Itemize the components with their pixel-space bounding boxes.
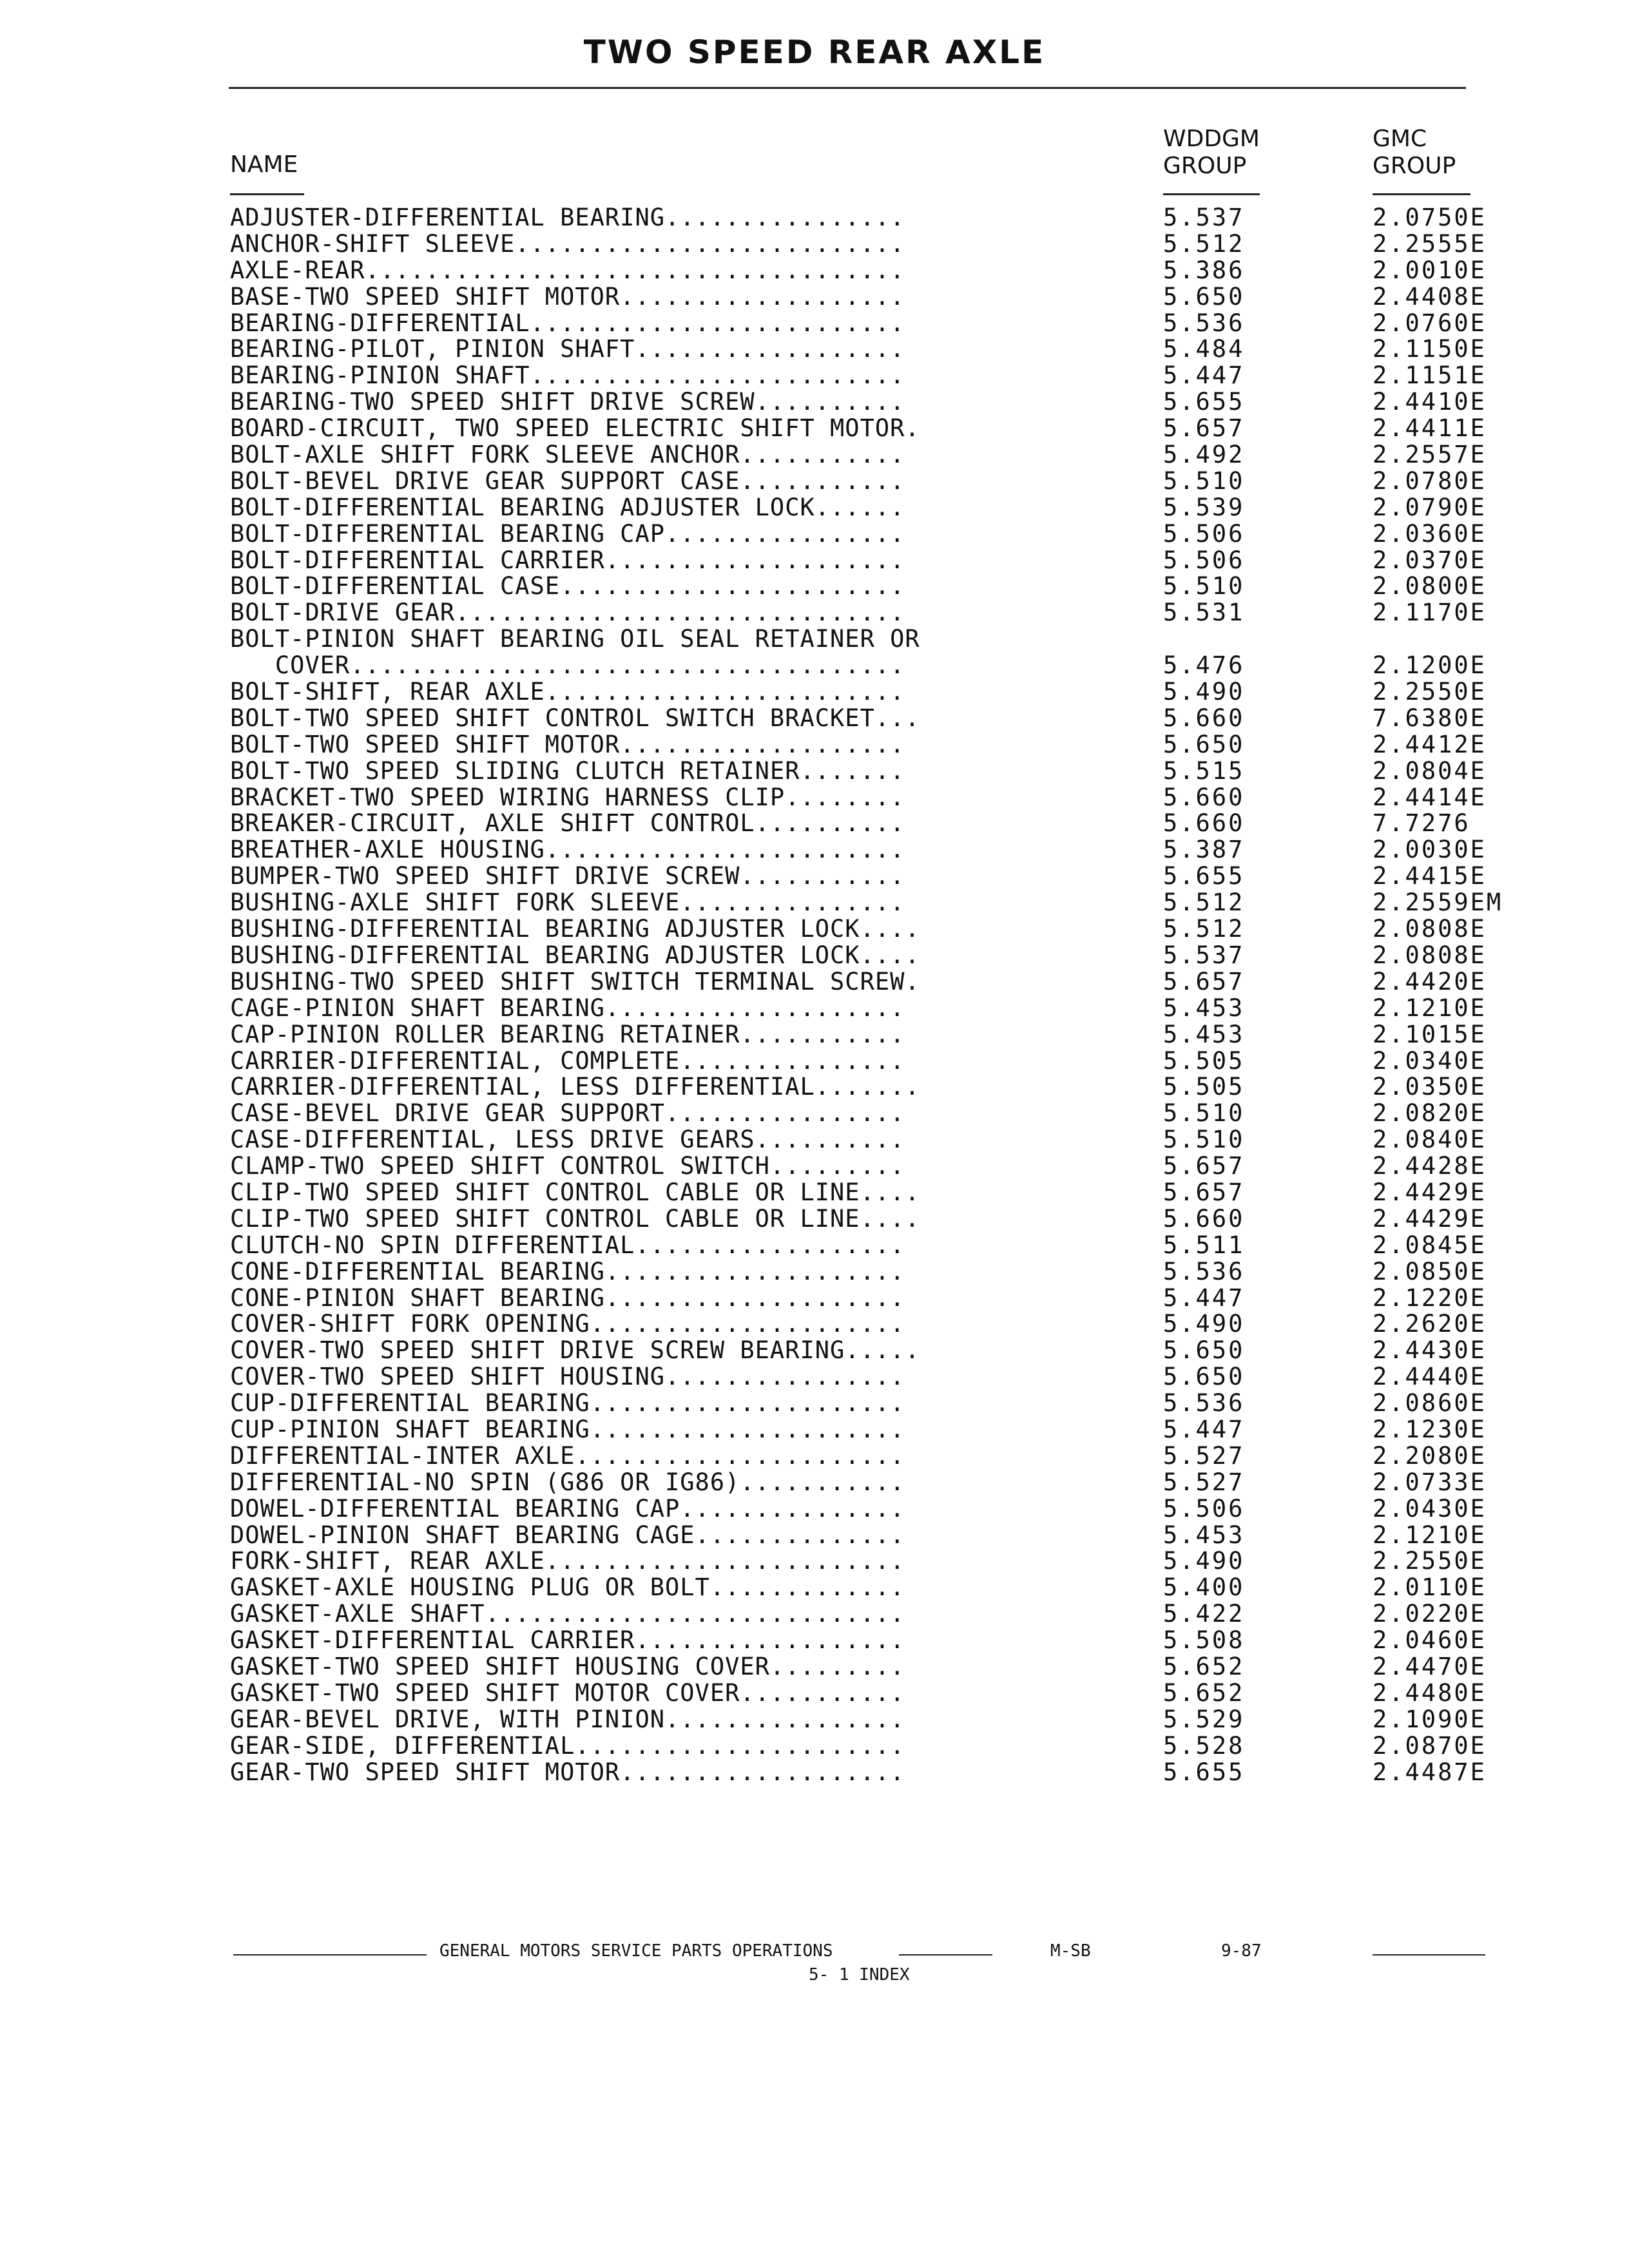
gmc-group: 2.1090E <box>1373 1705 1487 1733</box>
gmc-group: 2.0370E <box>1373 546 1487 574</box>
wddgm-group: 5.655 <box>1163 862 1245 890</box>
part-name: BOLT-SHIFT, REAR AXLE........................ <box>230 678 905 706</box>
gmc-group: 2.1015E <box>1373 1020 1487 1048</box>
wddgm-group: 5.657 <box>1163 967 1245 995</box>
table-row <box>230 943 1557 969</box>
part-name: BUSHING-DIFFERENTIAL BEARING ADJUSTER LOCK.... <box>230 941 920 969</box>
table-row <box>230 1575 1557 1601</box>
gmc-group: 2.2080E <box>1373 1441 1487 1470</box>
part-name: CUP-PINION SHAFT BEARING..................... <box>230 1415 905 1443</box>
table-row <box>230 573 1557 600</box>
table-row <box>230 1127 1557 1153</box>
gmc-group: 2.4420E <box>1373 967 1487 995</box>
part-name: CLIP-TWO SPEED SHIFT CONTROL CABLE OR LINE.... <box>230 1178 920 1206</box>
part-name: BOLT-DRIVE GEAR.............................. <box>230 599 905 627</box>
table-row <box>230 521 1557 548</box>
part-name: BUSHING-AXLE SHIFT FORK SLEEVE............... <box>230 889 905 917</box>
table-row <box>230 1233 1557 1259</box>
gmc-group: 2.2555E <box>1373 229 1487 258</box>
table-row <box>230 468 1557 495</box>
part-name: BEARING-TWO SPEED SHIFT DRIVE SCREW.......... <box>230 388 905 416</box>
gmc-group: 2.0760E <box>1373 309 1487 337</box>
wddgm-group: 5.484 <box>1163 335 1245 363</box>
table-row <box>230 1390 1557 1417</box>
gmc-group: 2.0870E <box>1373 1731 1487 1760</box>
table-row <box>230 863 1557 890</box>
gmc-group: 2.1200E <box>1373 651 1487 680</box>
part-name: BEARING-DIFFERENTIAL......................... <box>230 309 905 337</box>
wddgm-group: 5.447 <box>1163 1415 1245 1443</box>
part-name: CLAMP-TWO SPEED SHIFT CONTROL SWITCH......... <box>230 1152 905 1180</box>
table-row <box>230 495 1557 521</box>
part-name: GASKET-DIFFERENTIAL CARRIER.................. <box>230 1626 905 1655</box>
wddgm-group: 5.508 <box>1163 1626 1245 1655</box>
wddgm-group: 5.527 <box>1163 1468 1245 1496</box>
gmc-group: 2.0430E <box>1373 1494 1487 1523</box>
table-row <box>230 205 1557 231</box>
wddgm-group: 5.453 <box>1163 1521 1245 1549</box>
gmc-group: 2.0850E <box>1373 1257 1487 1285</box>
wddgm-group: 5.506 <box>1163 1494 1245 1523</box>
part-name: DIFFERENTIAL-INTER AXLE...................... <box>230 1441 905 1470</box>
table-row <box>230 1338 1557 1364</box>
gmc-group: 2.4470E <box>1373 1652 1487 1680</box>
part-name: DIFFERENTIAL-NO SPIN (G86 OR IG86)........... <box>230 1468 905 1496</box>
table-row <box>230 1470 1557 1496</box>
table-row <box>230 890 1557 916</box>
wddgm-group: 5.510 <box>1163 1126 1245 1154</box>
table-row <box>230 1153 1557 1180</box>
wddgm-group: 5.660 <box>1163 783 1245 811</box>
gmc-group: 2.4487E <box>1373 1758 1487 1786</box>
table-row <box>230 1285 1557 1312</box>
gmc-group: 2.1230E <box>1373 1415 1487 1443</box>
wddgm-group: 5.505 <box>1163 1046 1245 1075</box>
gmc-group: 2.4414E <box>1373 783 1487 811</box>
table-row <box>230 679 1557 706</box>
part-name: BEARING-PILOT, PINION SHAFT.................. <box>230 335 905 363</box>
wddgm-group: 5.400 <box>1163 1573 1245 1602</box>
wddgm-group: 5.657 <box>1163 1152 1245 1180</box>
parts-table <box>230 205 1557 1785</box>
part-name: ANCHOR-SHIFT SLEEVE.......................... <box>230 229 905 258</box>
wddgm-group: 5.660 <box>1163 1204 1245 1233</box>
table-row <box>230 1680 1557 1707</box>
table-row <box>230 1259 1557 1285</box>
table-row <box>230 1364 1557 1390</box>
title-rule <box>229 87 1466 89</box>
table-row <box>230 1760 1557 1786</box>
part-name: BOLT-DIFFERENTIAL BEARING CAP................ <box>230 519 905 548</box>
gmc-group: 2.4408E <box>1373 282 1487 311</box>
table-row <box>230 284 1557 311</box>
table-row <box>230 706 1557 732</box>
wddgm-group: 5.512 <box>1163 915 1245 943</box>
gmc-column-header <box>1373 126 1456 180</box>
gmc-group: 2.4428E <box>1373 1152 1487 1180</box>
wddgm-group: 5.490 <box>1163 678 1245 706</box>
table-row <box>230 837 1557 863</box>
gmc-group: 2.4411E <box>1373 414 1487 443</box>
table-row <box>230 758 1557 785</box>
table-row <box>230 258 1557 284</box>
part-name: CONE-PINION SHAFT BEARING.................... <box>230 1283 905 1312</box>
table-row <box>230 231 1557 258</box>
wddgm-group: 5.492 <box>1163 441 1245 469</box>
table-row <box>230 995 1557 1022</box>
gmc-group: 2.4412E <box>1373 730 1487 758</box>
table-row <box>230 1074 1557 1100</box>
wddgm-group: 5.447 <box>1163 361 1245 390</box>
part-name: GASKET-AXLE SHAFT............................ <box>230 1600 905 1628</box>
gmc-group: 2.0460E <box>1373 1626 1487 1655</box>
footer-text: GENERAL MOTORS SERVICE PARTS OPERATIONS <box>439 1941 833 1961</box>
table-row <box>230 1443 1557 1470</box>
footer-index: 5- 1 INDEX <box>809 1965 910 1984</box>
gmc-group: 7.6380E <box>1373 704 1487 732</box>
part-name: BOLT-DIFFERENTIAL CASE....................... <box>230 572 905 601</box>
wddgm-group: 5.536 <box>1163 1389 1245 1418</box>
gmc-group: 2.0840E <box>1373 1126 1487 1154</box>
wddgm-group: 5.512 <box>1163 229 1245 258</box>
gmc-group: 2.0220E <box>1373 1600 1487 1628</box>
part-name: BOARD-CIRCUIT, TWO SPEED ELECTRIC SHIFT MOTOR. <box>230 414 920 443</box>
table-row <box>230 311 1557 337</box>
wddgm-group: 5.512 <box>1163 889 1245 917</box>
gmc-group: 2.0820E <box>1373 1099 1487 1128</box>
table-row <box>230 1022 1557 1048</box>
table-row <box>230 811 1557 837</box>
wddgm-group: 5.660 <box>1163 704 1245 732</box>
part-name: COVER-TWO SPEED SHIFT DRIVE SCREW BEARING..... <box>230 1336 920 1365</box>
part-name: CLIP-TWO SPEED SHIFT CONTROL CABLE OR LINE.... <box>230 1204 920 1233</box>
wddgm-header-line2: GROUP <box>1163 153 1247 179</box>
footer-rule-left <box>233 1954 427 1956</box>
part-name: CUP-DIFFERENTIAL BEARING..................... <box>230 1389 905 1418</box>
gmc-group: 7.7276 <box>1373 809 1470 838</box>
wddgm-group: 5.539 <box>1163 493 1245 521</box>
gmc-group: 2.4410E <box>1373 388 1487 416</box>
part-name: BREAKER-CIRCUIT, AXLE SHIFT CONTROL.......... <box>230 809 905 838</box>
table-row <box>230 1417 1557 1443</box>
wddgm-group: 5.536 <box>1163 1257 1245 1285</box>
part-name: GEAR-SIDE, DIFFERENTIAL...................... <box>230 1731 905 1760</box>
gmc-group: 2.0780E <box>1373 466 1487 495</box>
wddgm-group: 5.387 <box>1163 836 1245 864</box>
gmc-group: 2.2620E <box>1373 1310 1487 1338</box>
part-name: BUSHING-TWO SPEED SHIFT SWITCH TERMINAL SCREW. <box>230 967 920 995</box>
part-name: CLUTCH-NO SPIN DIFFERENTIAL.................. <box>230 1231 905 1259</box>
part-name: BOLT-TWO SPEED SHIFT MOTOR................... <box>230 730 905 758</box>
part-name: CARRIER-DIFFERENTIAL, COMPLETE............... <box>230 1046 905 1075</box>
part-name: BRACKET-TWO SPEED WIRING HARNESS CLIP........ <box>230 783 905 811</box>
table-row <box>230 1496 1557 1523</box>
wddgm-group: 5.531 <box>1163 599 1245 627</box>
wddgm-group: 5.528 <box>1163 1731 1245 1760</box>
part-name: ADJUSTER-DIFFERENTIAL BEARING................ <box>230 204 905 231</box>
part-name: DOWEL-PINION SHAFT BEARING CAGE.............. <box>230 1521 905 1549</box>
wddgm-group: 5.655 <box>1163 388 1245 416</box>
part-name: CAP-PINION ROLLER BEARING RETAINER........... <box>230 1020 905 1048</box>
table-row <box>230 785 1557 811</box>
table-row <box>230 442 1557 468</box>
gmc-group: 2.0750E <box>1373 204 1487 231</box>
gmc-group: 2.0808E <box>1373 915 1487 943</box>
wddgm-group: 5.453 <box>1163 1020 1245 1048</box>
wddgm-group: 5.652 <box>1163 1678 1245 1707</box>
wddgm-group: 5.650 <box>1163 1336 1245 1365</box>
part-name: GASKET-TWO SPEED SHIFT HOUSING COVER......... <box>230 1652 905 1680</box>
wddgm-group: 5.650 <box>1163 1363 1245 1391</box>
table-row <box>230 1628 1557 1654</box>
gmc-group: 2.4440E <box>1373 1363 1487 1391</box>
gmc-group: 2.1170E <box>1373 599 1487 627</box>
table-row <box>230 1523 1557 1549</box>
wddgm-group: 5.506 <box>1163 546 1245 574</box>
table-row <box>230 1548 1557 1575</box>
wddgm-group: 5.510 <box>1163 466 1245 495</box>
gmc-group: 2.0790E <box>1373 493 1487 521</box>
gmc-group: 2.1210E <box>1373 1521 1487 1549</box>
gmc-group: 2.0808E <box>1373 941 1487 969</box>
part-name: BREATHER-AXLE HOUSING........................ <box>230 836 905 864</box>
wddgm-group: 5.505 <box>1163 1073 1245 1101</box>
wddgm-group: 5.447 <box>1163 1283 1245 1312</box>
table-row <box>230 600 1557 626</box>
part-name: BEARING-PINION SHAFT......................... <box>230 361 905 390</box>
wddgm-group: 5.657 <box>1163 414 1245 443</box>
table-row <box>230 1733 1557 1760</box>
gmc-group: 2.1150E <box>1373 335 1487 363</box>
gmc-group: 2.0350E <box>1373 1073 1487 1101</box>
part-name: CARRIER-DIFFERENTIAL, LESS DIFFERENTIAL....... <box>230 1073 920 1101</box>
gmc-group: 2.0804E <box>1373 756 1487 785</box>
table-row <box>230 1654 1557 1680</box>
part-name: BOLT-BEVEL DRIVE GEAR SUPPORT CASE........... <box>230 466 905 495</box>
wddgm-header-underline <box>1163 193 1260 195</box>
gmc-group: 2.4429E <box>1373 1178 1487 1206</box>
part-name: CASE-DIFFERENTIAL, LESS DRIVE GEARS.......... <box>230 1126 905 1154</box>
part-name: BOLT-PINION SHAFT BEARING OIL SEAL RETAINER OR <box>230 625 920 653</box>
wddgm-group: 5.660 <box>1163 809 1245 838</box>
gmc-group: 2.4480E <box>1373 1678 1487 1707</box>
part-name: GEAR-BEVEL DRIVE, WITH PINION................ <box>230 1705 905 1733</box>
table-row <box>230 336 1557 363</box>
gmc-group: 2.2550E <box>1373 678 1487 706</box>
wddgm-group: 5.476 <box>1163 651 1245 680</box>
part-name: BASE-TWO SPEED SHIFT MOTOR................... <box>230 282 905 311</box>
gmc-header-line2: GROUP <box>1373 153 1456 179</box>
gmc-header-underline <box>1373 193 1470 195</box>
gmc-group: 2.2559EM <box>1373 889 1503 917</box>
wddgm-group: 5.529 <box>1163 1705 1245 1733</box>
table-row <box>230 363 1557 389</box>
footer-rule-middle <box>899 1954 992 1956</box>
part-name: DOWEL-DIFFERENTIAL BEARING CAP............... <box>230 1494 905 1523</box>
footer-code: M-SB <box>1050 1941 1091 1961</box>
part-name: BUMPER-TWO SPEED SHIFT DRIVE SCREW........... <box>230 862 905 890</box>
table-row <box>230 626 1557 653</box>
wddgm-group: 5.422 <box>1163 1600 1245 1628</box>
wddgm-group: 5.650 <box>1163 282 1245 311</box>
part-name: BOLT-TWO SPEED SHIFT CONTROL SWITCH BRACKET... <box>230 704 920 732</box>
part-name: FORK-SHIFT, REAR AXLE........................ <box>230 1547 905 1575</box>
wddgm-group: 5.537 <box>1163 941 1245 969</box>
part-name: CAGE-PINION SHAFT BEARING.................... <box>230 994 905 1022</box>
table-row <box>230 548 1557 574</box>
gmc-group: 2.2557E <box>1373 441 1487 469</box>
gmc-group: 2.2550E <box>1373 1547 1487 1575</box>
wddgm-group: 5.657 <box>1163 1178 1245 1206</box>
wddgm-group: 5.506 <box>1163 519 1245 548</box>
part-name: BUSHING-DIFFERENTIAL BEARING ADJUSTER LOCK.... <box>230 915 920 943</box>
part-name: GASKET-TWO SPEED SHIFT MOTOR COVER........... <box>230 1678 905 1707</box>
part-name: BOLT-DIFFERENTIAL BEARING ADJUSTER LOCK...... <box>230 493 905 521</box>
gmc-group: 2.1220E <box>1373 1283 1487 1312</box>
wddgm-group: 5.386 <box>1163 256 1245 284</box>
wddgm-group: 5.536 <box>1163 309 1245 337</box>
wddgm-group: 5.453 <box>1163 994 1245 1022</box>
table-row <box>230 1206 1557 1233</box>
part-name: BOLT-TWO SPEED SLIDING CLUTCH RETAINER....... <box>230 756 905 785</box>
table-row <box>230 1707 1557 1733</box>
part-name: CONE-DIFFERENTIAL BEARING.................... <box>230 1257 905 1285</box>
wddgm-group: 5.490 <box>1163 1310 1245 1338</box>
table-row <box>230 1100 1557 1127</box>
footer-rule-right <box>1373 1954 1485 1956</box>
table-row <box>230 969 1557 995</box>
gmc-group: 2.0360E <box>1373 519 1487 548</box>
table-row <box>230 1601 1557 1628</box>
table-row <box>230 653 1557 679</box>
table-row <box>230 416 1557 442</box>
part-name: COVER..................................... <box>230 651 905 680</box>
wddgm-group: 5.515 <box>1163 756 1245 785</box>
gmc-group: 2.0340E <box>1373 1046 1487 1075</box>
wddgm-group: 5.537 <box>1163 204 1245 231</box>
table-row <box>230 1048 1557 1075</box>
gmc-group: 2.0110E <box>1373 1573 1487 1602</box>
wddgm-group: 5.655 <box>1163 1758 1245 1786</box>
part-name: GASKET-AXLE HOUSING PLUG OR BOLT............. <box>230 1573 905 1602</box>
name-column-header: NAME <box>230 151 298 178</box>
wddgm-group: 5.652 <box>1163 1652 1245 1680</box>
part-name: GEAR-TWO SPEED SHIFT MOTOR................... <box>230 1758 905 1786</box>
part-name: CASE-BEVEL DRIVE GEAR SUPPORT................ <box>230 1099 905 1128</box>
gmc-header-line1: GMC <box>1373 126 1427 152</box>
gmc-group: 2.0733E <box>1373 1468 1487 1496</box>
gmc-group: 2.0860E <box>1373 1389 1487 1418</box>
gmc-group: 2.4415E <box>1373 862 1487 890</box>
part-name: COVER-TWO SPEED SHIFT HOUSING................ <box>230 1363 905 1391</box>
wddgm-group: 5.527 <box>1163 1441 1245 1470</box>
gmc-group: 2.4430E <box>1373 1336 1487 1365</box>
wddgm-header-line1: WDDGM <box>1163 126 1260 152</box>
table-row <box>230 1311 1557 1338</box>
table-row <box>230 389 1557 416</box>
gmc-group: 2.0845E <box>1373 1231 1487 1259</box>
footer-date: 9-87 <box>1221 1941 1262 1961</box>
part-name: BOLT-AXLE SHIFT FORK SLEEVE ANCHOR........... <box>230 441 905 469</box>
wddgm-group: 5.490 <box>1163 1547 1245 1575</box>
table-row <box>230 732 1557 758</box>
part-name: COVER-SHIFT FORK OPENING..................... <box>230 1310 905 1338</box>
wddgm-group: 5.511 <box>1163 1231 1245 1259</box>
part-name: BOLT-DIFFERENTIAL CARRIER.................... <box>230 546 905 574</box>
table-row <box>230 916 1557 943</box>
gmc-group: 2.0800E <box>1373 572 1487 601</box>
gmc-group: 2.1210E <box>1373 994 1487 1022</box>
wddgm-column-header <box>1163 126 1260 180</box>
table-row <box>230 1180 1557 1206</box>
name-header-underline <box>230 193 304 195</box>
wddgm-group: 5.650 <box>1163 730 1245 758</box>
part-name: AXLE-REAR.................................... <box>230 256 905 284</box>
wddgm-group: 5.510 <box>1163 572 1245 601</box>
gmc-group: 2.1151E <box>1373 361 1487 390</box>
gmc-group: 2.0030E <box>1373 836 1487 864</box>
wddgm-group: 5.510 <box>1163 1099 1245 1128</box>
page-title: TWO SPEED REAR AXLE <box>583 34 1046 71</box>
gmc-group: 2.0010E <box>1373 256 1487 284</box>
gmc-group: 2.4429E <box>1373 1204 1487 1233</box>
